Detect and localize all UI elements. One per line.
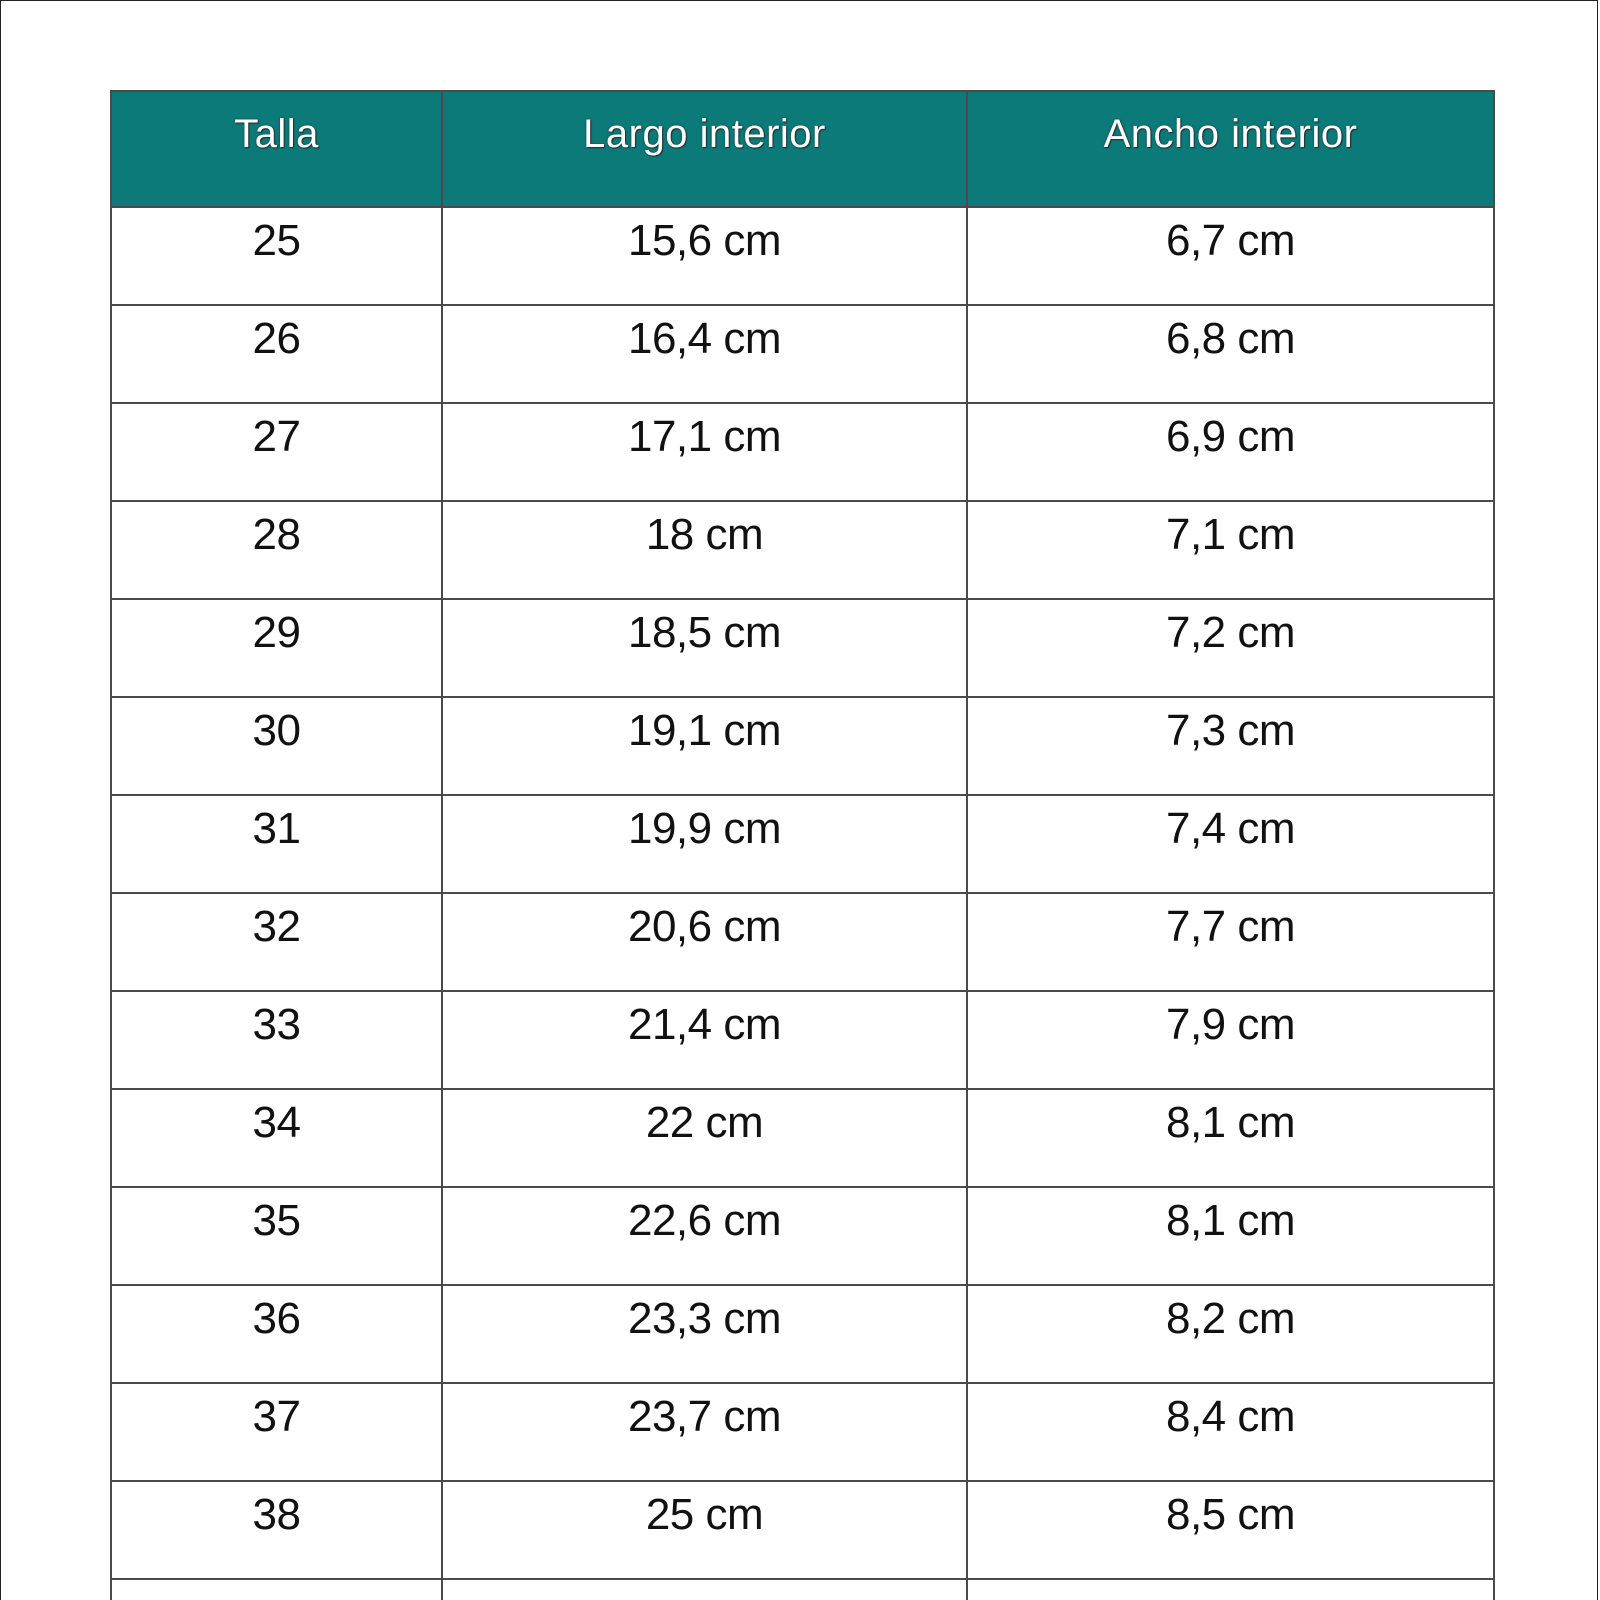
table-row [111, 1383, 1494, 1481]
table-row [111, 403, 1494, 501]
largo-interior-cell: 22 cm [442, 1089, 967, 1187]
ancho-interior-cell: 7,7 cm [967, 893, 1494, 991]
table-header [111, 91, 1494, 207]
ancho-interior-cell: 8,2 cm [967, 1285, 1494, 1383]
talla-cell: 34 [111, 1089, 442, 1187]
largo-interior-cell: 18 cm [442, 501, 967, 599]
ancho-interior-cell: 7,4 cm [967, 795, 1494, 893]
largo-interior-cell: 23,7 cm [442, 1383, 967, 1481]
talla-cell: 31 [111, 795, 442, 893]
size-chart-table [110, 90, 1495, 1600]
ancho-interior-cell: 6,8 cm [967, 305, 1494, 403]
table-row [111, 207, 1494, 305]
talla-cell: 38 [111, 1481, 442, 1579]
table-row [111, 795, 1494, 893]
table-row [111, 1481, 1494, 1579]
largo-interior-cell: 19,9 cm [442, 795, 967, 893]
talla-cell: 26 [111, 305, 442, 403]
table-row [111, 1187, 1494, 1285]
ancho-interior-cell: 6,9 cm [967, 403, 1494, 501]
table-row [111, 1579, 1494, 1600]
header-ancho-interior: Ancho interior [967, 91, 1494, 207]
talla-cell: 28 [111, 501, 442, 599]
talla-cell: 25 [111, 207, 442, 305]
talla-cell: 27 [111, 403, 442, 501]
largo-interior-cell: 16,4 cm [442, 305, 967, 403]
talla-cell: 29 [111, 599, 442, 697]
ancho-interior-cell: 8,4 cm [967, 1383, 1494, 1481]
table-row [111, 991, 1494, 1089]
largo-interior-cell: 23,3 cm [442, 1285, 967, 1383]
largo-interior-cell: 19,1 cm [442, 697, 967, 795]
largo-interior-cell: 25 cm [442, 1481, 967, 1579]
largo-interior-cell: 17,1 cm [442, 403, 967, 501]
ancho-interior-cell: 8,5 cm [967, 1481, 1494, 1579]
largo-interior-cell: 21,4 cm [442, 991, 967, 1089]
talla-cell: 35 [111, 1187, 442, 1285]
talla-cell: 37 [111, 1383, 442, 1481]
largo-interior-cell [442, 1579, 967, 1600]
table-row [111, 305, 1494, 403]
table-body [111, 207, 1494, 1600]
largo-interior-cell: 22,6 cm [442, 1187, 967, 1285]
talla-cell: 33 [111, 991, 442, 1089]
largo-interior-cell: 18,5 cm [442, 599, 967, 697]
ancho-interior-cell: 8,1 cm [967, 1089, 1494, 1187]
table-row [111, 893, 1494, 991]
largo-interior-cell: 15,6 cm [442, 207, 967, 305]
table-row [111, 697, 1494, 795]
table-row [111, 1285, 1494, 1383]
header-largo-interior: Largo interior [442, 91, 967, 207]
header-row [111, 91, 1494, 207]
ancho-interior-cell [967, 1579, 1494, 1600]
ancho-interior-cell: 7,9 cm [967, 991, 1494, 1089]
ancho-interior-cell: 7,3 cm [967, 697, 1494, 795]
header-talla: Talla [111, 91, 442, 207]
ancho-interior-cell: 7,2 cm [967, 599, 1494, 697]
largo-interior-cell: 20,6 cm [442, 893, 967, 991]
talla-cell: 36 [111, 1285, 442, 1383]
table-row [111, 599, 1494, 697]
talla-cell [111, 1579, 442, 1600]
table-row [111, 501, 1494, 599]
ancho-interior-cell: 7,1 cm [967, 501, 1494, 599]
ancho-interior-cell: 6,7 cm [967, 207, 1494, 305]
ancho-interior-cell: 8,1 cm [967, 1187, 1494, 1285]
talla-cell: 30 [111, 697, 442, 795]
table-row [111, 1089, 1494, 1187]
talla-cell: 32 [111, 893, 442, 991]
